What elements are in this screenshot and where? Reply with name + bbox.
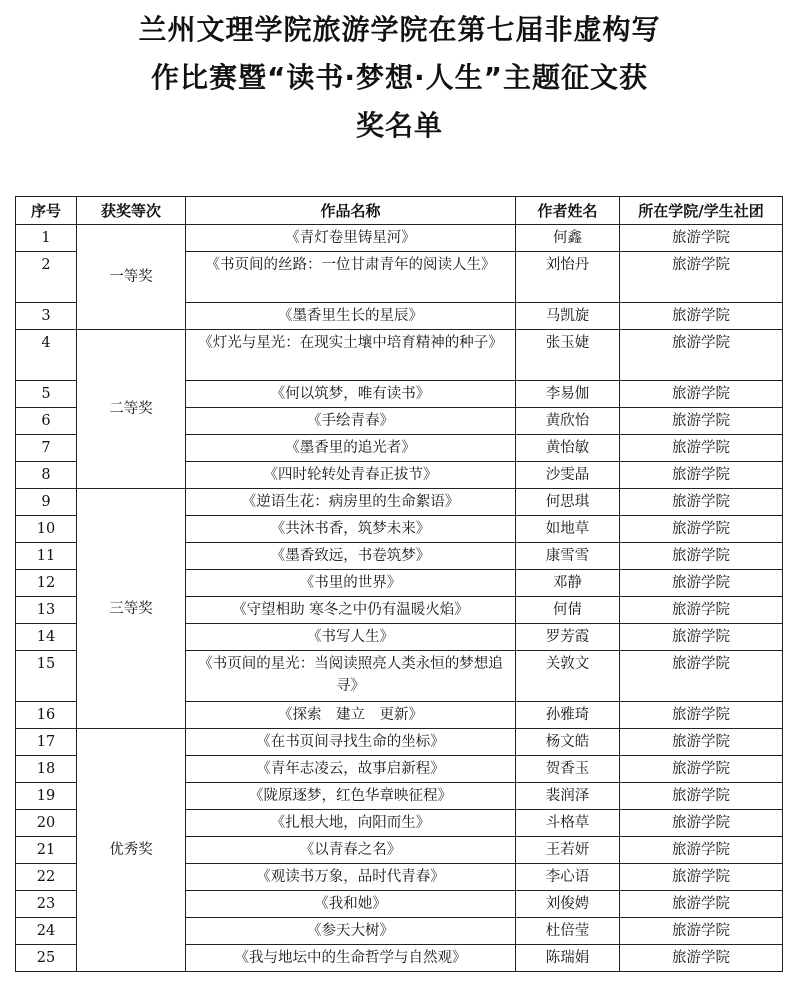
award-level-cell: 二等奖	[77, 330, 186, 489]
work-title: 《我与地坛中的生命哲学与自然观》	[186, 945, 516, 972]
author-name: 杜倍莹	[516, 918, 620, 945]
author-name: 杨文皓	[516, 729, 620, 756]
college-name: 旅游学院	[620, 570, 783, 597]
work-title: 《探索 建立 更新》	[186, 702, 516, 729]
author-name: 孙雅琦	[516, 702, 620, 729]
work-title: 《在书页间寻找生命的坐标》	[186, 729, 516, 756]
college-name: 旅游学院	[620, 918, 783, 945]
work-title: 《扎根大地，向阳而生》	[186, 810, 516, 837]
college-name: 旅游学院	[620, 252, 783, 303]
college-name: 旅游学院	[620, 624, 783, 651]
author-name: 李易伽	[516, 381, 620, 408]
row-number: 9	[16, 489, 77, 516]
author-name: 刘怡丹	[516, 252, 620, 303]
college-name: 旅游学院	[620, 729, 783, 756]
work-title: 《我和她》	[186, 891, 516, 918]
work-title: 《共沐书香，筑梦未来》	[186, 516, 516, 543]
college-name: 旅游学院	[620, 435, 783, 462]
title-line: 奖名单	[355, 109, 443, 142]
work-title: 《何以筑梦，唯有读书》	[186, 381, 516, 408]
author-name: 邓静	[516, 570, 620, 597]
row-number: 6	[16, 408, 77, 435]
work-title: 《逆语生花：病房里的生命絮语》	[186, 489, 516, 516]
college-name: 旅游学院	[620, 756, 783, 783]
college-name: 旅游学院	[620, 303, 783, 330]
row-number: 10	[16, 516, 77, 543]
work-title: 《灯光与星光：在现实土壤中培育精神的种子》	[186, 330, 516, 381]
work-title: 《书里的世界》	[186, 570, 516, 597]
row-number: 24	[16, 918, 77, 945]
author-name: 关敦文	[516, 651, 620, 702]
author-name: 贺香玉	[516, 756, 620, 783]
author-name: 李心语	[516, 864, 620, 891]
college-name: 旅游学院	[620, 783, 783, 810]
author-name: 刘俊娉	[516, 891, 620, 918]
author-name: 黄怡敏	[516, 435, 620, 462]
award-level-cell: 一等奖	[77, 225, 186, 330]
row-number: 18	[16, 756, 77, 783]
row-number: 3	[16, 303, 77, 330]
work-title: 《四时轮转处青春正拔节》	[186, 462, 516, 489]
college-name: 旅游学院	[620, 330, 783, 381]
row-number: 5	[16, 381, 77, 408]
author-name: 如地草	[516, 516, 620, 543]
college-name: 旅游学院	[620, 597, 783, 624]
author-name: 何鑫	[516, 225, 620, 252]
college-name: 旅游学院	[620, 381, 783, 408]
college-name: 旅游学院	[620, 651, 783, 702]
row-number: 25	[16, 945, 77, 972]
header-college: 所在学院/学生社团	[620, 197, 783, 225]
row-number: 19	[16, 783, 77, 810]
college-name: 旅游学院	[620, 810, 783, 837]
college-name: 旅游学院	[620, 864, 783, 891]
header-author: 作者姓名	[516, 197, 620, 225]
row-number: 23	[16, 891, 77, 918]
work-title: 《书页间的丝路：一位甘肃青年的阅读人生》	[186, 252, 516, 303]
row-number: 4	[16, 330, 77, 381]
row-number: 21	[16, 837, 77, 864]
college-name: 旅游学院	[620, 891, 783, 918]
college-name: 旅游学院	[620, 945, 783, 972]
author-name: 马凯旋	[516, 303, 620, 330]
row-number: 8	[16, 462, 77, 489]
college-name: 旅游学院	[620, 408, 783, 435]
author-name: 裴润泽	[516, 783, 620, 810]
college-name: 旅游学院	[620, 702, 783, 729]
college-name: 旅游学院	[620, 225, 783, 252]
award-table	[15, 196, 783, 972]
award-level-cell: 三等奖	[77, 489, 186, 729]
author-name: 斗格草	[516, 810, 620, 837]
college-name: 旅游学院	[620, 837, 783, 864]
work-title: 《墨香里生长的星辰》	[186, 303, 516, 330]
table-header-row	[16, 197, 783, 225]
work-title: 《书写人生》	[186, 624, 516, 651]
row-number: 12	[16, 570, 77, 597]
college-name: 旅游学院	[620, 516, 783, 543]
row-number: 15	[16, 651, 77, 702]
work-title: 《观读书万象，品时代青春》	[186, 864, 516, 891]
work-title: 《墨香致远，书卷筑梦》	[186, 543, 516, 570]
college-name: 旅游学院	[620, 462, 783, 489]
row-number: 2	[16, 252, 77, 303]
row-number: 13	[16, 597, 77, 624]
work-title: 《手绘青春》	[186, 408, 516, 435]
row-number: 17	[16, 729, 77, 756]
author-name: 罗芳霞	[516, 624, 620, 651]
author-name: 何思琪	[516, 489, 620, 516]
work-title: 《以青春之名》	[186, 837, 516, 864]
work-title: 《青年志凌云，故事启新程》	[186, 756, 516, 783]
document-title	[0, 6, 799, 150]
college-name: 旅游学院	[620, 489, 783, 516]
author-name: 康雪雪	[516, 543, 620, 570]
table-row	[16, 489, 783, 516]
author-name: 陈瑞娟	[516, 945, 620, 972]
table-body	[16, 225, 783, 972]
award-level-cell: 优秀奖	[77, 729, 186, 972]
table-row	[16, 330, 783, 381]
work-title: 《守望相助 寒冬之中仍有温暖火焰》	[186, 597, 516, 624]
author-name: 何倩	[516, 597, 620, 624]
work-title: 《书页间的星光：当阅读照亮人类永恒的梦想追寻》	[186, 651, 516, 702]
header-award-level: 获奖等次	[77, 197, 186, 225]
author-name: 张玉婕	[516, 330, 620, 381]
row-number: 16	[16, 702, 77, 729]
row-number: 7	[16, 435, 77, 462]
work-title: 《墨香里的追光者》	[186, 435, 516, 462]
work-title: 《陇原逐梦，红色华章映征程》	[186, 783, 516, 810]
row-number: 20	[16, 810, 77, 837]
row-number: 1	[16, 225, 77, 252]
title-line: 作比赛暨“读书·梦想·人生”主题征文获	[150, 61, 649, 94]
title-line: 兰州文理学院旅游学院在第七届非虚构写	[138, 13, 661, 46]
work-title: 《参天大树》	[186, 918, 516, 945]
row-number: 11	[16, 543, 77, 570]
table-row	[16, 225, 783, 252]
work-title: 《青灯卷里铸星河》	[186, 225, 516, 252]
author-name: 沙雯晶	[516, 462, 620, 489]
row-number: 22	[16, 864, 77, 891]
college-name: 旅游学院	[620, 543, 783, 570]
header-work-title: 作品名称	[186, 197, 516, 225]
author-name: 黄欣怡	[516, 408, 620, 435]
table-row	[16, 729, 783, 756]
author-name: 王若妍	[516, 837, 620, 864]
row-number: 14	[16, 624, 77, 651]
header-number: 序号	[16, 197, 77, 225]
